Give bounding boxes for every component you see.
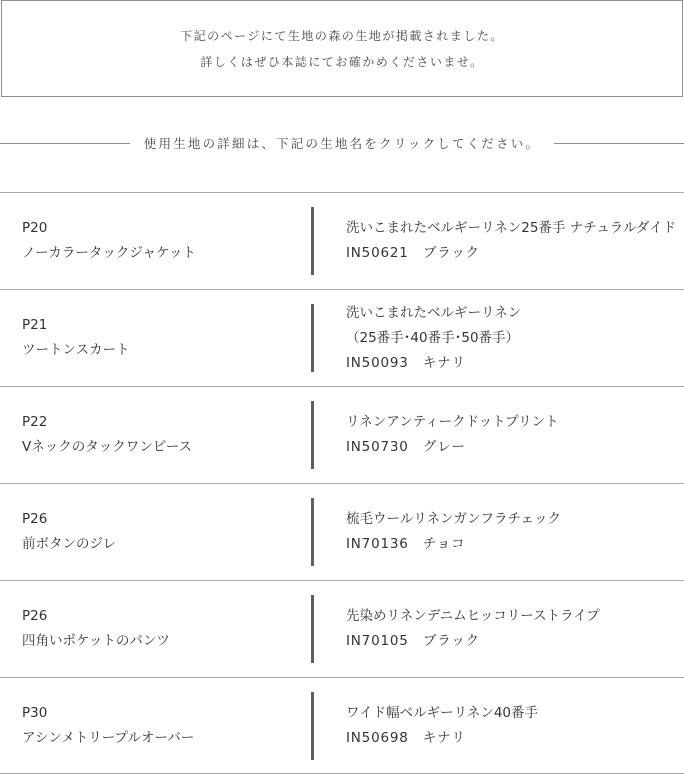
garment-info bbox=[22, 484, 116, 580]
garment-info bbox=[22, 581, 170, 677]
row-divider bbox=[311, 304, 314, 372]
garment-name: ノーカラータックジャケット bbox=[22, 245, 196, 261]
fabric-name[interactable]: 洗いこまれたベルギーリネン25番手 ナチュラルダイド bbox=[346, 220, 677, 236]
garment-name: アシンメトリープルオーバー bbox=[22, 729, 195, 746]
fabric-name-detail[interactable]: （25番手･40番手･50番手） bbox=[346, 329, 520, 346]
section-heading-text: 使用生地の詳細は、下記の生地名をクリックしてください。 bbox=[143, 136, 541, 151]
row-divider bbox=[311, 498, 314, 566]
fabric-link[interactable] bbox=[346, 581, 684, 677]
garment-info bbox=[22, 387, 192, 483]
fabric-link[interactable] bbox=[346, 290, 684, 386]
fabric-name[interactable]: ワイド幅ベルギーリネン40番手 bbox=[346, 704, 539, 721]
page-number: P20 bbox=[22, 220, 48, 236]
fabric-code[interactable]: IN50730 グレー bbox=[346, 439, 466, 455]
list-item bbox=[0, 677, 684, 774]
row-divider bbox=[311, 207, 314, 275]
garment-name: 前ボタンのジレ bbox=[22, 536, 117, 552]
fabric-link[interactable] bbox=[346, 193, 684, 289]
fabric-code[interactable]: IN70105 ブラック bbox=[346, 633, 480, 649]
notice-box bbox=[1, 0, 683, 97]
page-number: P26 bbox=[22, 608, 48, 624]
fabric-link[interactable] bbox=[346, 484, 684, 580]
garment-name: 四角いポケットのパンツ bbox=[22, 633, 170, 649]
heading-rule-left bbox=[0, 143, 130, 144]
fabric-code[interactable]: IN50698 キナリ bbox=[346, 729, 466, 746]
page-number: P22 bbox=[22, 414, 48, 430]
heading-rule-right bbox=[554, 143, 684, 144]
fabric-link[interactable] bbox=[346, 678, 684, 773]
list-item bbox=[0, 192, 684, 289]
fabric-code[interactable]: IN50093 キナリ bbox=[346, 354, 466, 371]
fabric-code[interactable]: IN50621 ブラック bbox=[346, 245, 480, 261]
list-item bbox=[0, 483, 684, 580]
fabric-name[interactable]: 洗いこまれたベルギーリネン bbox=[346, 304, 522, 321]
list-item bbox=[0, 289, 684, 386]
section-heading bbox=[0, 132, 684, 154]
fabric-list bbox=[0, 192, 684, 774]
fabric-name[interactable]: 先染めリネンデニムヒッコリーストライプ bbox=[346, 608, 600, 624]
page-number: P26 bbox=[22, 511, 48, 527]
garment-info bbox=[22, 193, 196, 289]
fabric-name[interactable]: 梳毛ウールリネンガンフラチェック bbox=[346, 511, 562, 527]
page-number: P30 bbox=[22, 704, 48, 721]
garment-info bbox=[22, 290, 130, 386]
fabric-name[interactable]: リネンアンティークドットプリント bbox=[346, 414, 559, 430]
row-divider bbox=[311, 692, 314, 760]
notice-line-1: 下記のページにて生地の森の生地が掲載されました。 bbox=[180, 28, 504, 43]
notice-line-2: 詳しくはぜひ本誌にてお確かめくださいませ。 bbox=[200, 54, 484, 69]
garment-name: Vネックのタックワンピース bbox=[22, 439, 193, 455]
garment-name: ツートンスカート bbox=[22, 342, 130, 358]
list-item bbox=[0, 580, 684, 677]
row-divider bbox=[311, 401, 314, 469]
page-number: P21 bbox=[22, 317, 48, 333]
row-divider bbox=[311, 595, 314, 663]
fabric-link[interactable] bbox=[346, 387, 684, 483]
garment-info bbox=[22, 678, 194, 773]
list-item bbox=[0, 386, 684, 483]
fabric-code[interactable]: IN70136 チョコ bbox=[346, 536, 466, 552]
